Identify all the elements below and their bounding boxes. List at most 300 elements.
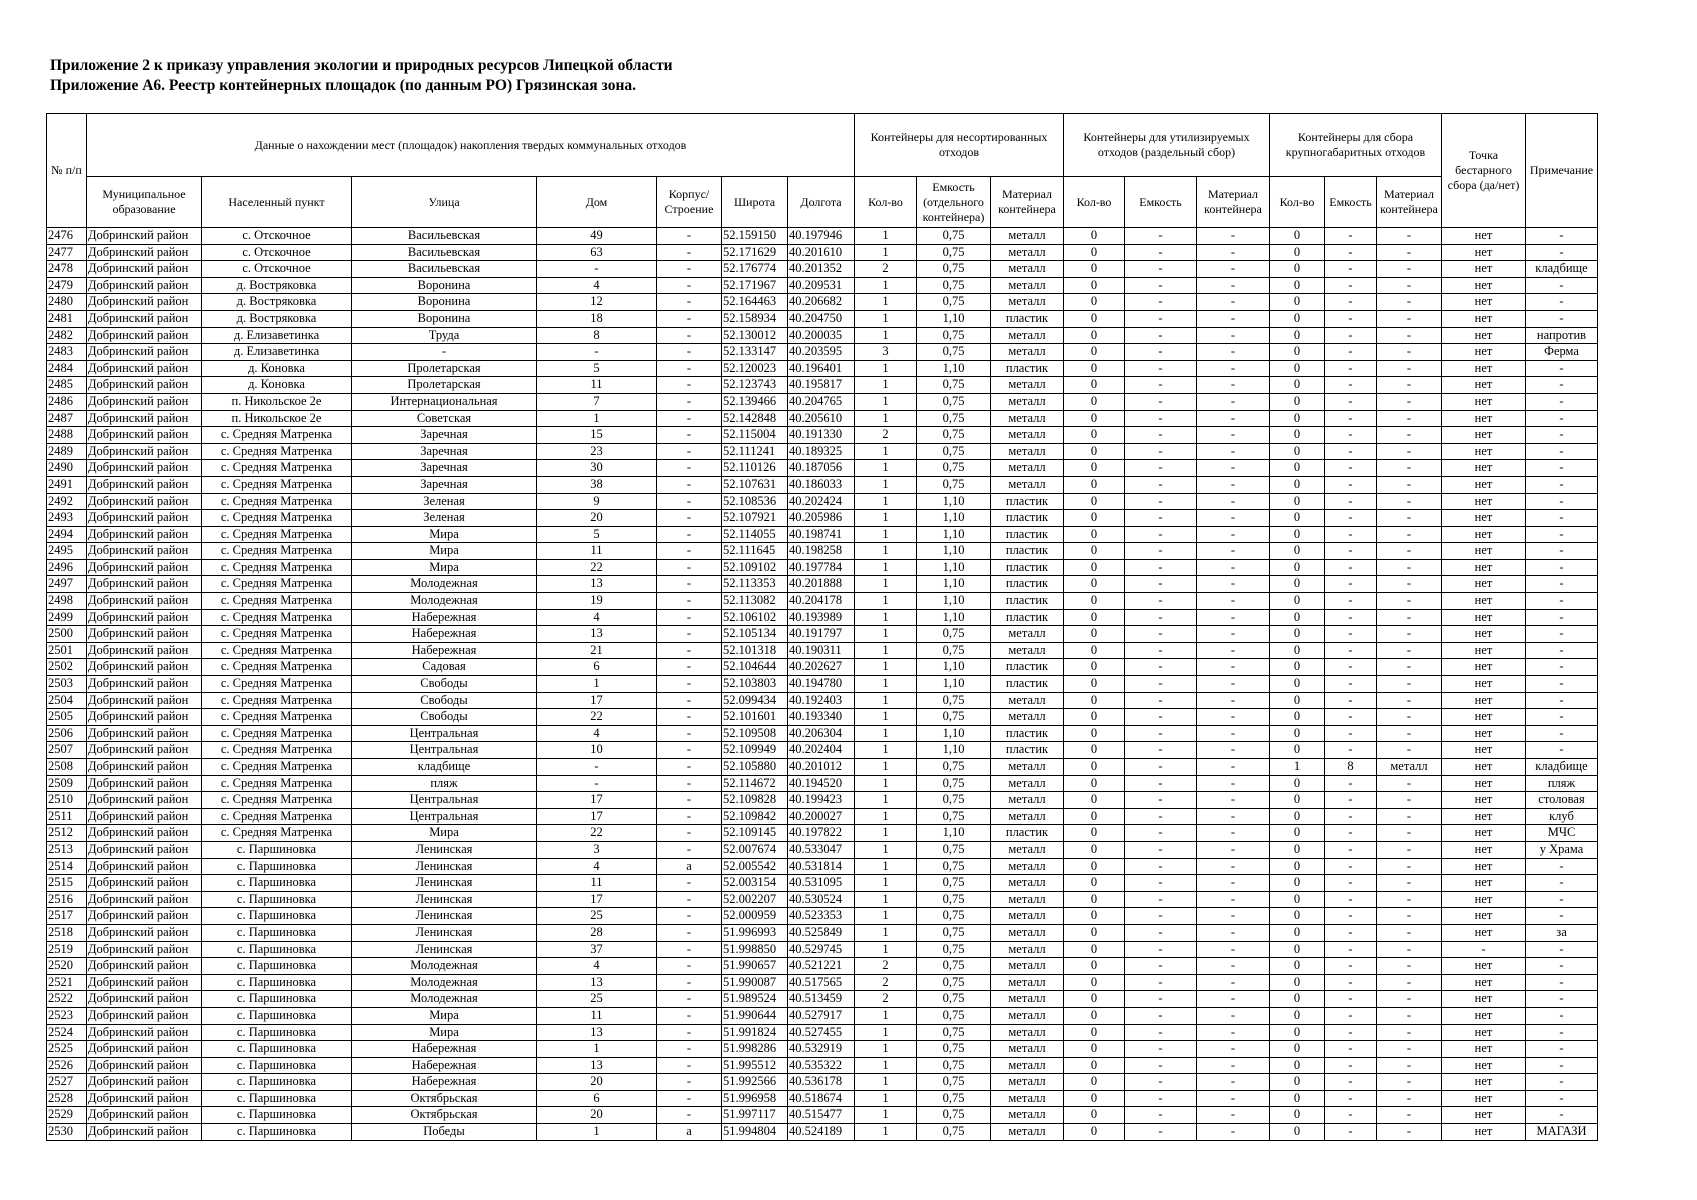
table-row [47,609,1598,626]
cell-recycle-qty: 0 [1064,742,1125,759]
cell-unsorted-qty: 1 [855,1041,917,1058]
cell-street: Молодежная [352,593,537,610]
cell-bulky-capacity: - [1325,692,1377,709]
cell-lat: 51.994804 [722,1124,788,1141]
cell-note: кладбище [1526,261,1598,278]
cell-bulky-material: - [1377,360,1442,377]
cell-bulky-capacity: - [1325,626,1377,643]
table-row [47,692,1598,709]
cell-note: у Храма [1526,841,1598,858]
cell-recycle-material: - [1197,908,1270,925]
cell-free-point: нет [1442,344,1526,361]
cell-settlement: с. Паршиновка [202,991,352,1008]
cell-note: - [1526,609,1598,626]
cell-lon: 40.197784 [788,559,855,576]
cell-recycle-qty: 0 [1064,841,1125,858]
cell-free-point: нет [1442,1007,1526,1024]
cell-recycle-capacity: - [1125,958,1197,975]
cell-building: - [657,792,722,809]
cell-street: Мира [352,526,537,543]
cell-bulky-material: - [1377,858,1442,875]
table-row [47,958,1598,975]
table-row [47,858,1598,875]
cell-recycle-capacity: - [1125,294,1197,311]
table-row [47,410,1598,427]
cell-building: - [657,1041,722,1058]
cell-settlement: с. Средняя Матренка [202,742,352,759]
cell-lon: 40.190311 [788,642,855,659]
cell-unsorted-capacity: 0,75 [917,792,991,809]
cell-bulky-capacity: - [1325,427,1377,444]
table-row [47,808,1598,825]
cell-bulky-material: - [1377,261,1442,278]
cell-lon: 40.530524 [788,891,855,908]
cell-num: 2508 [47,759,87,776]
cell-free-point: нет [1442,1024,1526,1041]
cell-recycle-material: - [1197,841,1270,858]
cell-building: - [657,1007,722,1024]
cell-building: - [657,676,722,693]
cell-unsorted-qty: 1 [855,410,917,427]
cell-free-point: нет [1442,891,1526,908]
cell-recycle-capacity: - [1125,974,1197,991]
cell-unsorted-capacity: 0,75 [917,427,991,444]
cell-note: - [1526,510,1598,527]
cell-building: - [657,891,722,908]
cell-bulky-capacity: - [1325,593,1377,610]
table-row [47,792,1598,809]
cell-house: 10 [537,742,657,759]
cell-municipality: Добринский район [87,974,202,991]
cell-municipality: Добринский район [87,626,202,643]
cell-num: 2514 [47,858,87,875]
cell-bulky-capacity: - [1325,941,1377,958]
cell-lat: 52.003154 [722,875,788,892]
cell-free-point: нет [1442,327,1526,344]
cell-bulky-capacity: - [1325,808,1377,825]
cell-free-point: нет [1442,1074,1526,1091]
cell-unsorted-capacity: 0,75 [917,1074,991,1091]
cell-unsorted-material: пластик [991,576,1064,593]
cell-bulky-capacity: - [1325,576,1377,593]
cell-free-point: нет [1442,543,1526,560]
cell-unsorted-material: металл [991,1107,1064,1124]
cell-note: за [1526,924,1598,941]
cell-note: - [1526,676,1598,693]
cell-lon: 40.198741 [788,526,855,543]
cell-bulky-qty: 0 [1270,344,1325,361]
cell-note: - [1526,891,1598,908]
cell-unsorted-qty: 1 [855,676,917,693]
cell-free-point: нет [1442,958,1526,975]
cell-bulky-material: - [1377,476,1442,493]
cell-bulky-material: - [1377,310,1442,327]
cell-unsorted-capacity: 0,75 [917,393,991,410]
cell-free-point: нет [1442,310,1526,327]
table-row [47,543,1598,560]
cell-recycle-material: - [1197,559,1270,576]
cell-unsorted-capacity: 1,10 [917,725,991,742]
cell-unsorted-material: металл [991,327,1064,344]
cell-unsorted-qty: 1 [855,1124,917,1141]
cell-street: Ленинская [352,858,537,875]
table-row [47,261,1598,278]
cell-bulky-qty: 0 [1270,725,1325,742]
cell-free-point: нет [1442,609,1526,626]
cell-free-point: нет [1442,1107,1526,1124]
cell-note: - [1526,958,1598,975]
cell-municipality: Добринский район [87,941,202,958]
cell-municipality: Добринский район [87,792,202,809]
cell-building: - [657,1090,722,1107]
table-row [47,377,1598,394]
cell-street: Пролетарская [352,377,537,394]
cell-num: 2502 [47,659,87,676]
cell-note: - [1526,443,1598,460]
cell-lon: 40.202424 [788,493,855,510]
cell-free-point: нет [1442,709,1526,726]
cell-recycle-material: - [1197,958,1270,975]
table-row [47,908,1598,925]
cell-unsorted-qty: 1 [855,393,917,410]
cell-settlement: с. Паршиновка [202,1090,352,1107]
cell-lat: 52.109145 [722,825,788,842]
cell-building: - [657,277,722,294]
cell-unsorted-qty: 1 [855,626,917,643]
cell-house: 49 [537,228,657,245]
cell-recycle-material: - [1197,543,1270,560]
cell-note: - [1526,593,1598,610]
cell-settlement: д. Елизаветинка [202,344,352,361]
cell-municipality: Добринский район [87,1041,202,1058]
cell-house: 5 [537,526,657,543]
cell-building: - [657,460,722,477]
cell-bulky-material: - [1377,626,1442,643]
cell-municipality: Добринский район [87,725,202,742]
cell-unsorted-material: металл [991,443,1064,460]
cell-bulky-qty: 0 [1270,1057,1325,1074]
cell-settlement: с. Отскочное [202,244,352,261]
cell-unsorted-material: металл [991,858,1064,875]
cell-bulky-material: - [1377,841,1442,858]
cell-num: 2512 [47,825,87,842]
cell-unsorted-capacity: 1,10 [917,360,991,377]
cell-unsorted-capacity: 0,75 [917,327,991,344]
table-row [47,1057,1598,1074]
cell-recycle-material: - [1197,941,1270,958]
cell-lon: 40.532919 [788,1041,855,1058]
cell-settlement: с. Средняя Матренка [202,510,352,527]
cell-unsorted-material: металл [991,277,1064,294]
cell-unsorted-qty: 1 [855,510,917,527]
cell-bulky-material: - [1377,941,1442,958]
table-row [47,991,1598,1008]
cell-lon: 40.196401 [788,360,855,377]
cell-unsorted-capacity: 0,75 [917,908,991,925]
cell-unsorted-capacity: 0,75 [917,775,991,792]
cell-lon: 40.200035 [788,327,855,344]
cell-num: 2504 [47,692,87,709]
cell-lon: 40.536178 [788,1074,855,1091]
cell-recycle-material: - [1197,261,1270,278]
cell-bulky-qty: 0 [1270,294,1325,311]
cell-unsorted-capacity: 0,75 [917,1024,991,1041]
cell-lat: 52.103803 [722,676,788,693]
cell-bulky-capacity: - [1325,294,1377,311]
cell-lat: 52.109508 [722,725,788,742]
cell-bulky-capacity: - [1325,377,1377,394]
cell-note: - [1526,228,1598,245]
cell-settlement: д. Елизаветинка [202,327,352,344]
cell-lon: 40.204765 [788,393,855,410]
cell-lat: 51.997117 [722,1107,788,1124]
cell-bulky-qty: 0 [1270,261,1325,278]
cell-unsorted-qty: 2 [855,427,917,444]
cell-municipality: Добринский район [87,476,202,493]
cell-bulky-qty: 0 [1270,427,1325,444]
cell-house: 13 [537,974,657,991]
cell-unsorted-capacity: 1,10 [917,510,991,527]
cell-recycle-capacity: - [1125,559,1197,576]
cell-street: Свободы [352,676,537,693]
cell-num: 2520 [47,958,87,975]
cell-bulky-qty: 0 [1270,1107,1325,1124]
cell-lat: 52.114672 [722,775,788,792]
cell-municipality: Добринский район [87,1124,202,1141]
cell-bulky-capacity: - [1325,410,1377,427]
cell-unsorted-capacity: 0,75 [917,759,991,776]
cell-num: 2524 [47,1024,87,1041]
cell-free-point: нет [1442,775,1526,792]
cell-recycle-capacity: - [1125,642,1197,659]
cell-lat: 52.007674 [722,841,788,858]
cell-lon: 40.201610 [788,244,855,261]
cell-unsorted-qty: 1 [855,1090,917,1107]
cell-lat: 52.106102 [722,609,788,626]
cell-recycle-qty: 0 [1064,493,1125,510]
cell-bulky-material: - [1377,1074,1442,1091]
cell-unsorted-qty: 1 [855,526,917,543]
table-row [47,891,1598,908]
cell-lon: 40.202404 [788,742,855,759]
cell-building: - [657,427,722,444]
cell-settlement: с. Средняя Матренка [202,559,352,576]
cell-recycle-material: - [1197,875,1270,892]
cell-house: 6 [537,659,657,676]
header-bulky-group: Контейнеры для сбора крупногабаритных отходов [1270,114,1442,177]
cell-unsorted-capacity: 1,10 [917,543,991,560]
cell-recycle-material: - [1197,277,1270,294]
cell-num: 2529 [47,1107,87,1124]
cell-unsorted-material: металл [991,692,1064,709]
cell-bulky-capacity: - [1325,261,1377,278]
cell-lon: 40.206304 [788,725,855,742]
cell-municipality: Добринский район [87,427,202,444]
cell-recycle-qty: 0 [1064,327,1125,344]
cell-bulky-capacity: - [1325,344,1377,361]
cell-unsorted-material: металл [991,841,1064,858]
cell-unsorted-qty: 1 [855,759,917,776]
cell-municipality: Добринский район [87,692,202,709]
cell-street: Васильевская [352,244,537,261]
cell-bulky-material: - [1377,1041,1442,1058]
cell-recycle-qty: 0 [1064,526,1125,543]
cell-street: Набережная [352,1057,537,1074]
cell-street: Свободы [352,709,537,726]
cell-free-point: нет [1442,991,1526,1008]
header-unsorted-qty: Кол-во [855,177,917,228]
cell-bulky-capacity: - [1325,891,1377,908]
table-row [47,1041,1598,1058]
table-row [47,526,1598,543]
cell-building: - [657,808,722,825]
cell-lat: 52.101601 [722,709,788,726]
cell-municipality: Добринский район [87,825,202,842]
cell-num: 2490 [47,460,87,477]
cell-bulky-qty: 0 [1270,510,1325,527]
cell-num: 2487 [47,410,87,427]
cell-recycle-capacity: - [1125,1041,1197,1058]
cell-num: 2500 [47,626,87,643]
cell-recycle-capacity: - [1125,609,1197,626]
cell-municipality: Добринский район [87,310,202,327]
table-row [47,941,1598,958]
cell-unsorted-capacity: 1,10 [917,526,991,543]
cell-recycle-qty: 0 [1064,1074,1125,1091]
cell-street: Мира [352,559,537,576]
cell-lat: 52.159150 [722,228,788,245]
cell-lon: 40.525849 [788,924,855,941]
cell-unsorted-qty: 1 [855,875,917,892]
cell-lon: 40.199423 [788,792,855,809]
cell-unsorted-capacity: 0,75 [917,476,991,493]
cell-recycle-capacity: - [1125,659,1197,676]
cell-bulky-qty: 0 [1270,775,1325,792]
cell-unsorted-qty: 1 [855,1074,917,1091]
cell-settlement: с. Паршиновка [202,1057,352,1074]
cell-recycle-material: - [1197,1007,1270,1024]
table-row [47,393,1598,410]
cell-building: - [657,1024,722,1041]
cell-unsorted-qty: 1 [855,476,917,493]
cell-house: 15 [537,427,657,444]
cell-recycle-qty: 0 [1064,825,1125,842]
table-row [47,775,1598,792]
cell-settlement: с. Паршиновка [202,841,352,858]
cell-recycle-capacity: - [1125,1124,1197,1141]
cell-recycle-qty: 0 [1064,410,1125,427]
cell-house: 4 [537,725,657,742]
cell-bulky-material: - [1377,891,1442,908]
cell-bulky-qty: 0 [1270,808,1325,825]
cell-unsorted-capacity: 0,75 [917,1041,991,1058]
cell-bulky-qty: 0 [1270,327,1325,344]
cell-bulky-material: - [1377,228,1442,245]
table-row [47,228,1598,245]
cell-bulky-capacity: - [1325,493,1377,510]
cell-lat: 51.990087 [722,974,788,991]
cell-recycle-qty: 0 [1064,659,1125,676]
cell-free-point: нет [1442,393,1526,410]
cell-bulky-qty: 0 [1270,609,1325,626]
cell-house: 1 [537,1124,657,1141]
cell-house: 25 [537,991,657,1008]
cell-unsorted-capacity: 0,75 [917,261,991,278]
cell-street: Центральная [352,742,537,759]
cell-unsorted-qty: 1 [855,593,917,610]
cell-unsorted-qty: 2 [855,261,917,278]
cell-building: - [657,626,722,643]
cell-recycle-material: - [1197,725,1270,742]
cell-lon: 40.201352 [788,261,855,278]
cell-recycle-qty: 0 [1064,443,1125,460]
cell-recycle-material: - [1197,991,1270,1008]
cell-free-point: нет [1442,244,1526,261]
cell-house: 17 [537,891,657,908]
table-row [47,493,1598,510]
cell-num: 2507 [47,742,87,759]
cell-bulky-material: - [1377,460,1442,477]
cell-bulky-qty: 1 [1270,759,1325,776]
cell-recycle-qty: 0 [1064,559,1125,576]
cell-unsorted-capacity: 0,75 [917,277,991,294]
cell-settlement: с. Средняя Матренка [202,626,352,643]
cell-bulky-material: - [1377,244,1442,261]
cell-bulky-capacity: - [1325,1090,1377,1107]
cell-recycle-material: - [1197,526,1270,543]
cell-unsorted-material: металл [991,941,1064,958]
cell-recycle-capacity: - [1125,676,1197,693]
cell-bulky-capacity: - [1325,244,1377,261]
cell-lat: 51.996993 [722,924,788,941]
cell-unsorted-material: металл [991,958,1064,975]
header-lon: Долгота [788,177,855,228]
header-num: № п/п [47,114,87,228]
cell-bulky-qty: 0 [1270,576,1325,593]
cell-bulky-material: - [1377,593,1442,610]
cell-recycle-capacity: - [1125,759,1197,776]
cell-house: 1 [537,1041,657,1058]
cell-recycle-material: - [1197,642,1270,659]
table-row [47,476,1598,493]
table-row [47,1024,1598,1041]
cell-street: кладбище [352,759,537,776]
cell-num: 2498 [47,593,87,610]
cell-recycle-qty: 0 [1064,775,1125,792]
cell-recycle-material: - [1197,858,1270,875]
cell-unsorted-capacity: 1,10 [917,609,991,626]
cell-unsorted-material: металл [991,427,1064,444]
cell-recycle-qty: 0 [1064,1041,1125,1058]
cell-unsorted-capacity: 0,75 [917,377,991,394]
cell-building: - [657,659,722,676]
cell-recycle-material: - [1197,825,1270,842]
cell-recycle-material: - [1197,808,1270,825]
cell-bulky-qty: 0 [1270,858,1325,875]
cell-unsorted-material: металл [991,244,1064,261]
cell-bulky-material: - [1377,294,1442,311]
cell-house: 22 [537,709,657,726]
cell-street: Зеленая [352,493,537,510]
cell-lat: 52.101318 [722,642,788,659]
cell-unsorted-capacity: 1,10 [917,593,991,610]
cell-settlement: д. Коновка [202,377,352,394]
table-row [47,825,1598,842]
cell-house: - [537,344,657,361]
cell-bulky-capacity: 8 [1325,759,1377,776]
cell-recycle-capacity: - [1125,941,1197,958]
cell-note: - [1526,1074,1598,1091]
